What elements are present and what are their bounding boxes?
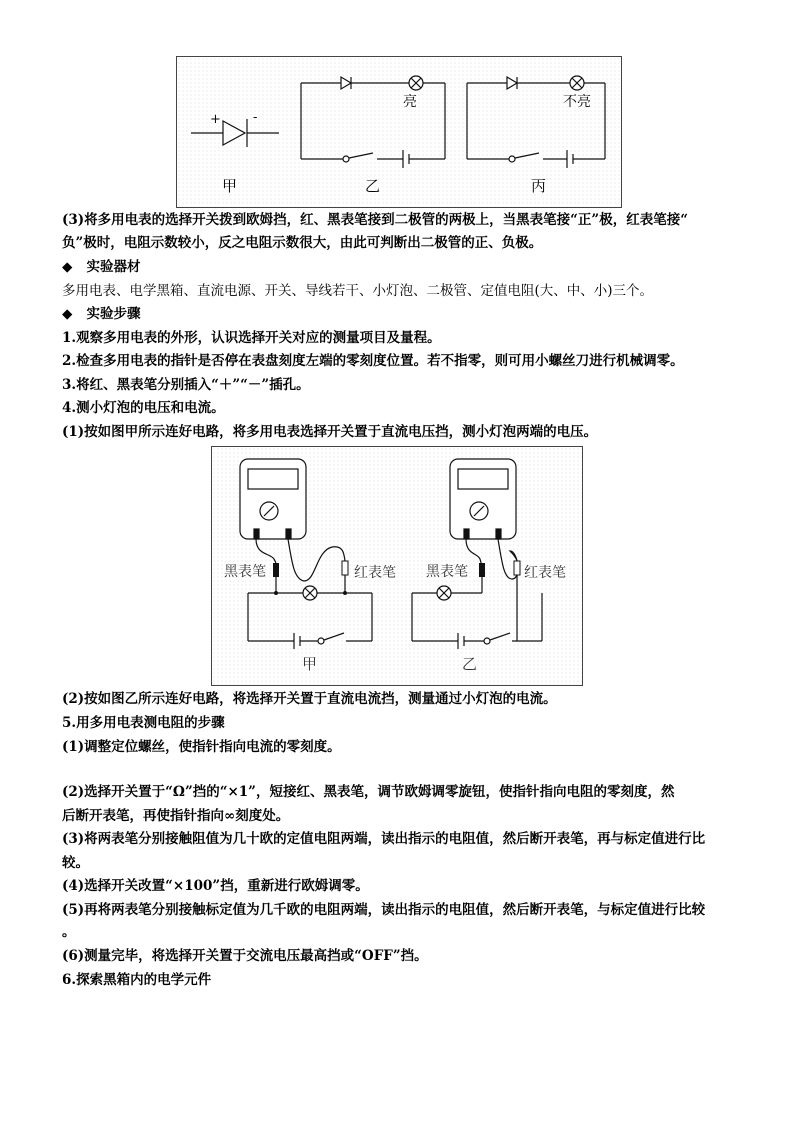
diode-symbol [191,119,279,147]
steps-heading: 实验步骤 [86,306,141,322]
red-probe-label-left: 红表笔 [354,565,396,581]
red-probe-left [342,561,348,575]
step-5-3-line1: (3)将两表笔分别接触阻值为几十欧的定值电阻两端，读出指示的电阻值，然后断开表笔，再与标定值进行比 [62,831,706,847]
circuit-yi-figure2 [412,575,542,649]
red-probe-right [514,561,520,575]
lamp-off-label: 不亮 [563,94,591,110]
circuit-bing [467,76,605,168]
step-5-1: (1)调整定位螺丝，使指针指向电流的零刻度。 [62,739,341,755]
step-5-6: (6)测量完毕，将选择开关置于交流电压最高挡或“OFF”挡。 [62,948,428,964]
probe-wires-left [256,539,345,581]
diode-figure-drawing [177,57,621,207]
step-5: 5.用多用电表测电阻的步骤 [62,715,225,731]
multimeter-right [450,459,516,539]
steps-heading-row [62,304,742,324]
figure-label-jia: 甲 [222,177,238,195]
figure-label-yi: 乙 [365,177,381,195]
junction-dot [274,591,278,595]
step-3: 3.将红、黑表笔分别插入“＋”“－”插孔。 [62,377,310,393]
step-1: 1.观察多用电表的外形，认识选择开关对应的测量项目及量程。 [62,330,441,346]
step-5-5-line1: (5)再将两表笔分别接触标定值为几千欧的电阻两端，读出指示的电阻值，然后断开表笔，与标定值进行比较 [62,902,706,918]
step-2: 2.检查多用电表的指针是否停在表盘刻度左端的零刻度位置。若不指零，则可用小螺丝刀进行机械调零。 [62,353,684,369]
equipment-heading: 实验器材 [86,259,141,275]
diode-minus-label: - [253,110,258,125]
multimeter-figure [211,446,583,686]
step-5-3-line2: 较。 [62,855,89,871]
diamond-bullet-icon: ◆ [62,306,73,322]
step-5-5-line2: 。 [62,924,76,940]
circuit-jia [248,575,372,649]
step-4-2: (2)按如图乙所示连好电路，将选择开关置于直流电流挡，测量通过小灯泡的电流。 [62,691,557,707]
junction-dot [343,591,347,595]
multimeter-figure-drawing [212,447,582,685]
diamond-bullet-icon: ◆ [62,259,73,275]
paragraph-3-line1: (3)将多用电表的选择开关拨到欧姆挡，红、黑表笔接到二极管的两极上，当黑表笔接“正”极，红表笔接“ [62,212,688,228]
diode-figure [176,56,622,208]
step-6: 6.探索黑箱内的电学元件 [62,972,212,988]
black-probe-left [273,563,279,577]
black-probe-right [479,563,485,577]
step-5-4: (4)选择开关改置“×100”挡，重新进行欧姆调零。 [62,878,369,894]
circuit-yi [301,76,445,168]
figure2-label-jia: 甲 [302,655,318,673]
black-probe-label-left: 黑表笔 [224,564,266,580]
equipment-heading-row [62,257,742,277]
equipment-list: 多用电表、电学黑箱、直流电源、开关、导线若干、小灯泡、二极管、定值电阻(大、中、小)三个。 [62,283,654,299]
figure-label-bing: 丙 [531,177,547,195]
diode-plus-label: + [210,112,221,127]
step-4: 4.测小灯泡的电压和电流。 [62,400,225,416]
step-5-2-line2: 后断开表笔，再使指针指向∞刻度处。 [62,808,290,824]
figure2-label-yi: 乙 [462,655,478,673]
red-probe-label-right: 红表笔 [524,565,566,581]
black-probe-label-right: 黑表笔 [426,564,468,580]
step-4-1: (1)按如图甲所示连好电路，将多用电表选择开关置于直流电压挡，测小灯泡两端的电压。 [62,424,598,440]
step-5-2-line1: (2)选择开关置于“Ω”挡的“×1”，短接红、黑表笔，调节欧姆调零旋钮，使指针指向电阻的零刻度，然 [62,784,675,800]
paragraph-3-line2: 负”极时，电阻示数较小，反之电阻示数很大，由此可判断出二极管的正、负极。 [62,235,543,251]
probe-wires-right [466,539,518,579]
multimeter-left [240,459,306,539]
lamp-on-label: 亮 [403,94,417,110]
